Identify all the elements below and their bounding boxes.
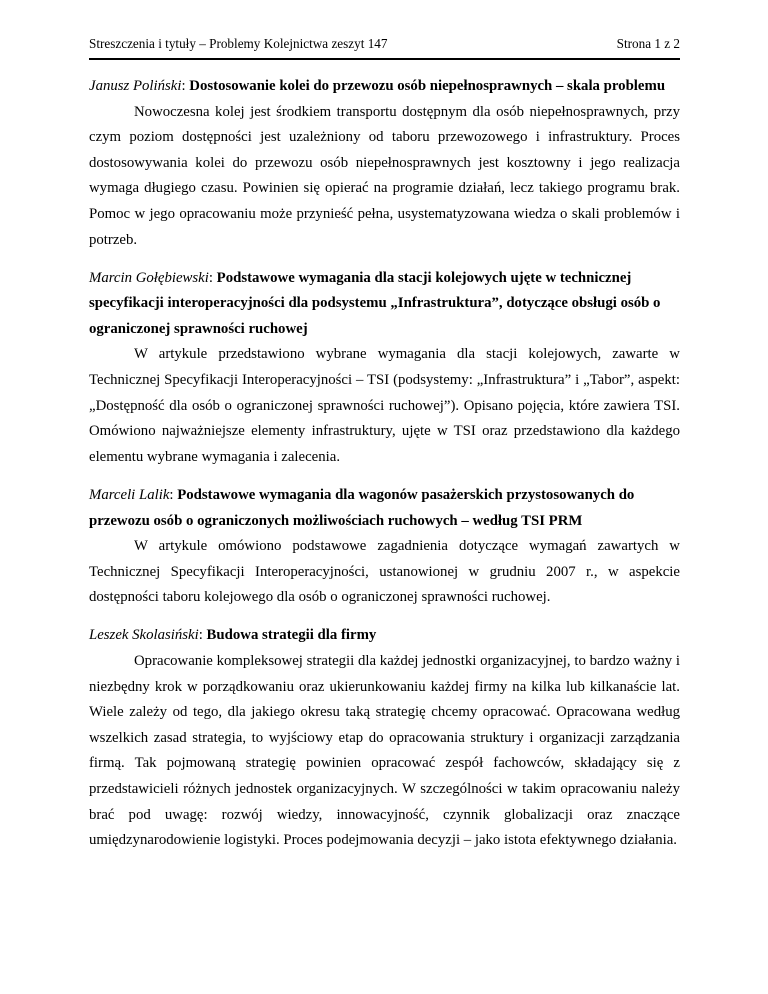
author-separator: : xyxy=(198,627,207,644)
article-entry xyxy=(89,74,680,253)
article-title: Podstawowe wymagania dla stacji kolejowych ujęte w technicznej specyfikacji interoperacyjności dla podsystemu „Infrastruktura”, dotyczące obsługi osób o ograniczonej sprawności ruchowej xyxy=(89,269,661,337)
article-abstract: Opracowanie kompleksowej strategii dla każdej jednostki organizacyjnej, to bardzo ważny i niezbędny krok w porządkowaniu oraz ukierunkowaniu każdej firmy na kilka lub kilkanaście lat. Wiele zależy od tego, dla jakiego okresu taką strategię chcemy opracować. Opracowana według wszelkich zasad strategia, to wyjściowy etap do opracowania struktury i organizacji zarządzania firmą. Tak pojmowaną strategię powinien opracować zespół fachowców, składający się z przedstawicieli różnych jednostek organizacyjnych. W szczególności w takim opracowaniu należy brać pod uwagę: rozwój wiedzy, innowacyjność, czynnik globalizacji oraz znaczące umiędzynarodowienie logistyki. Proces podejmowania decyzji – jako istota efektywnego działania. xyxy=(89,652,680,849)
header-page-number: Strona 1 z 2 xyxy=(616,36,680,51)
article-title: Podstawowe wymagania dla wagonów pasażerskich przystosowanych do przewozu osób o ograniczonych możliwościach ruchowych – według TSI PRM xyxy=(89,486,635,529)
abstracts-list xyxy=(89,74,680,854)
header-publication-title: Streszczenia i tytuły – Problemy Kolejnictwa zeszyt 147 xyxy=(89,36,388,51)
author-separator: : xyxy=(208,269,217,286)
article-author: Marcin Gołębiewski xyxy=(89,269,209,286)
article-entry xyxy=(89,623,680,853)
article-abstract: Nowoczesna kolej jest środkiem transportu dostępnym dla osób niepełnosprawnych, przy czym poziom dostępności jest uzależniony od taboru przewozowego i infrastruktury. Proces dostosowywania kolei do przewozu osób niepełnosprawnych jest kosztowny i jego realizacja wymaga długiego czasu. Powinien się opierać na programie działań, lecz takiego programu brak. Pomoc w jego opracowaniu może przynieść pełna, usystematyzowana wiedza o skali problemów i potrzeb. xyxy=(89,103,680,248)
article-heading xyxy=(89,74,680,100)
article-title: Dostosowanie kolei do przewozu osób niepełnosprawnych – skala problemu xyxy=(189,78,666,94)
author-separator: : xyxy=(181,78,190,94)
article-entry xyxy=(89,266,680,471)
article-heading xyxy=(89,623,680,649)
article-author: Marceli Lalik xyxy=(89,486,170,503)
article-author: Leszek Skolasiński xyxy=(89,627,199,644)
article-title: Budowa strategii dla firmy xyxy=(206,627,377,644)
article-entry xyxy=(89,483,680,611)
article-heading xyxy=(89,483,680,534)
page-header xyxy=(89,30,680,60)
article-abstract: W artykule przedstawiono wybrane wymagania dla stacji kolejowych, zawarte w Technicznej Specyfikacji Interoperacyjności – TSI (podsystemy: „Infrastruktura” i „Tabor”, aspekt: „Dostępność dla osób o ograniczonej sprawności ruchowej”). Opisano pojęcia, które zawiera TSI. Omówiono najważniejsze elementy infrastruktury, ujęte w TSI oraz przedstawiono dla każdego elementu wybrane wymagania i zalecenia. xyxy=(89,346,680,465)
author-separator: : xyxy=(169,486,178,503)
article-abstract: W artykule omówiono podstawowe zagadnienia dotyczące wymagań zawartych w Technicznej Specyfikacji Interoperacyjności, ustanowionej w grudniu 2007 r., w aspekcie dostępności taboru kolejowego dla osób o ograniczonej sprawności ruchowej. xyxy=(89,538,680,606)
article-heading xyxy=(89,266,680,343)
article-author: Janusz Poliński xyxy=(89,78,182,94)
document-page xyxy=(89,30,680,866)
